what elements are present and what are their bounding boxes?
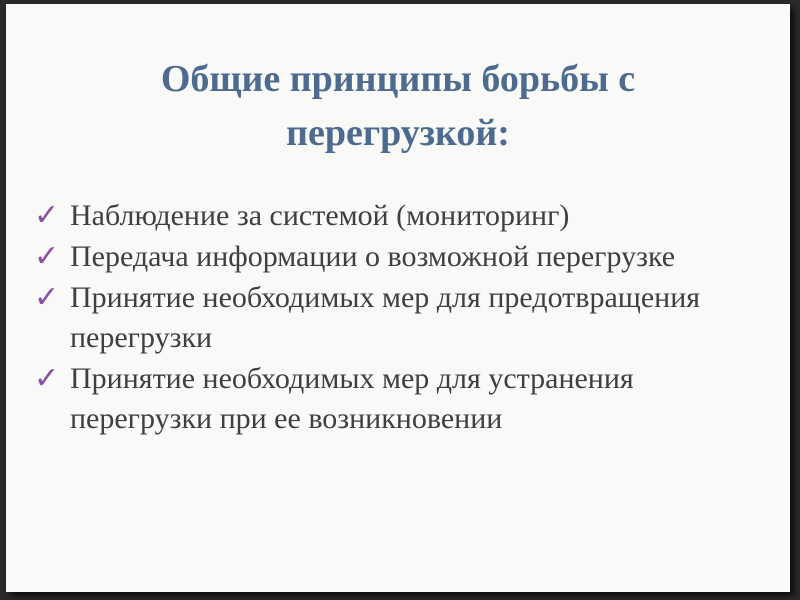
slide-title-line-2: перегрузкой:: [286, 112, 510, 154]
slide-title-line-1: Общие принципы борьбы с: [160, 58, 636, 100]
bullet-item: [34, 237, 774, 277]
check-icon: ✓: [34, 198, 60, 233]
check-icon: ✓: [34, 239, 60, 274]
bullet-item: [34, 196, 774, 236]
bullet-item: [34, 278, 774, 358]
bullet-text: Передача информации о возможной перегрузке: [70, 240, 676, 273]
slide: [6, 4, 790, 592]
bullet-item: [34, 359, 774, 439]
check-icon: ✓: [34, 361, 60, 396]
bullet-text: Наблюдение за системой (мониторинг): [70, 199, 570, 232]
bullet-text: Принятие необходимых мер для предотвращения перегрузки: [70, 281, 701, 354]
bullet-list: [34, 196, 774, 440]
bullet-text: Принятие необходимых мер для устранения перегрузки при ее возникновении: [70, 362, 634, 435]
check-icon: ✓: [34, 280, 60, 315]
slide-title: [6, 52, 790, 160]
